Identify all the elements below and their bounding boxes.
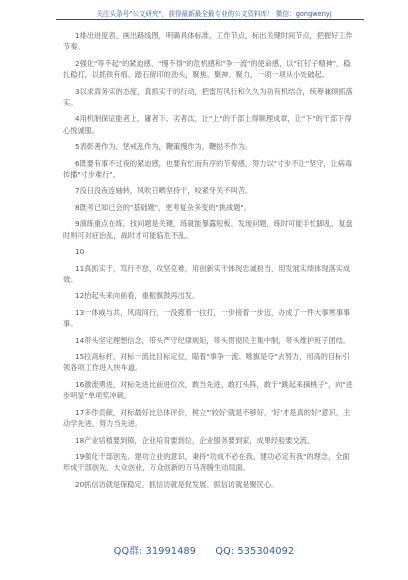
- footer-qq-group: QQ群: 31991489: [113, 546, 197, 557]
- footer-contact: [0, 543, 408, 557]
- paragraph-8: 8既考已知已会的"基础题"，更考复杂多变的"挑战题"。: [75, 202, 251, 212]
- paragraph-7: 7没日没夜连轴转，风吹日晒坚持干，咬紧牙关不叫苦。: [75, 186, 253, 196]
- paragraph-15: 15拉高标杆，对标一流比目标定位，瞄着"事争一流、唯旗是夺"去努力，用高的目标引领各项工作进入快车道。: [63, 352, 350, 373]
- paragraph-9: 9演练重点在练，找问题是关键，练就能暴露短板、发现问题，练时可能手忙脚乱，复盘时则可对症治乱，战时才可能临危不乱。: [63, 219, 353, 240]
- paragraph-18: 18产业培植要到镇，企业培育要到位，企业服务要到家，成果经验要交流。: [75, 435, 315, 445]
- paragraph-4: 4用机制保证能者上、庸者下、劣者汰，让"上"的干部上得顺理成章，让"下"的干部下得心悦诚服。: [63, 114, 352, 135]
- paragraph-1: 1排出进度表、画出路线图，明确具体标准、工作节点，标出关键时间节点，把握好工作节奏。: [63, 31, 353, 52]
- paragraph-14: 14带头坚定理想信念，带头严守纪律规矩，带头贯彻民主集中制，带头维护班子团结。: [75, 335, 351, 345]
- header-banner: 关注头条号"公文研究"，获得最新最全最专业的公文资料库！ 微信：gongwenyj: [96, 10, 332, 18]
- paragraph-11: 11真抓实干，笃行不怠，攻坚克难，用创新实干体现忠诚担当，用发展实绩体现落实成效。: [63, 263, 351, 284]
- paragraph-6: 6既要有事不过夜的紧迫感，也要有忙而有序的节奏感，努力以"寸步不让"坚守，让病毒传播"寸步难行"。: [63, 158, 353, 179]
- paragraph-20: 20抓信访就是保稳定、抓信访就是促发展、抓信访就是聚民心。: [75, 479, 279, 489]
- document-body: [63, 30, 353, 495]
- footer-qq: QQ: 535304092: [215, 546, 295, 557]
- paragraph-19: 19强化干部创先、建功立业的意识，秉持"功成不必在我、建功必定有我"的理念，全面形成干部创先、大众创业，万众创新的万马奔腾生动局面。: [63, 451, 350, 473]
- paragraph-2: 2强化"等不起"的紧迫感、"慢不得"的危机感和"争一流"的使命感，以"钉钉子精神"，稳扎稳打，以抓铁有痕、踏石留印的劲头，聚焦、聚神、聚力，一项一项从小处破起。: [63, 58, 351, 80]
- paragraph-3: 3以求真务实的态度，真抓实干的行动，把雷厉风行和久久为功有机结合，统筹兼顾抓落实。: [63, 86, 353, 107]
- header-divider: [56, 19, 364, 20]
- paragraph-16: 16激流勇进，对标先进比前进位次，敢当先进、敢打头阵，敢于"跳起来摘桃子"，向"进步明显"单项奖冲刺。: [63, 379, 353, 401]
- paragraph-17: 17多作贡献，对标最好比总体评价，树立"'较好'就是不够好，'好'才是真的好"意识，主动学先进、努力当先进。: [63, 407, 351, 429]
- paragraph-13: 13一体威与共，风雨同行，一没揽着一拉打，一步接着一步迈，办成了一件大事寒事事事。: [63, 307, 351, 329]
- paragraph-5: 5表彰善作为、惩戒乱作为，鞭策慢作为，鞭挞不作为。: [75, 142, 253, 152]
- paragraph-10: 10: [75, 247, 85, 257]
- paragraph-12: 12抬起头来向前看，重振旗鼓再出发。: [75, 291, 200, 301]
